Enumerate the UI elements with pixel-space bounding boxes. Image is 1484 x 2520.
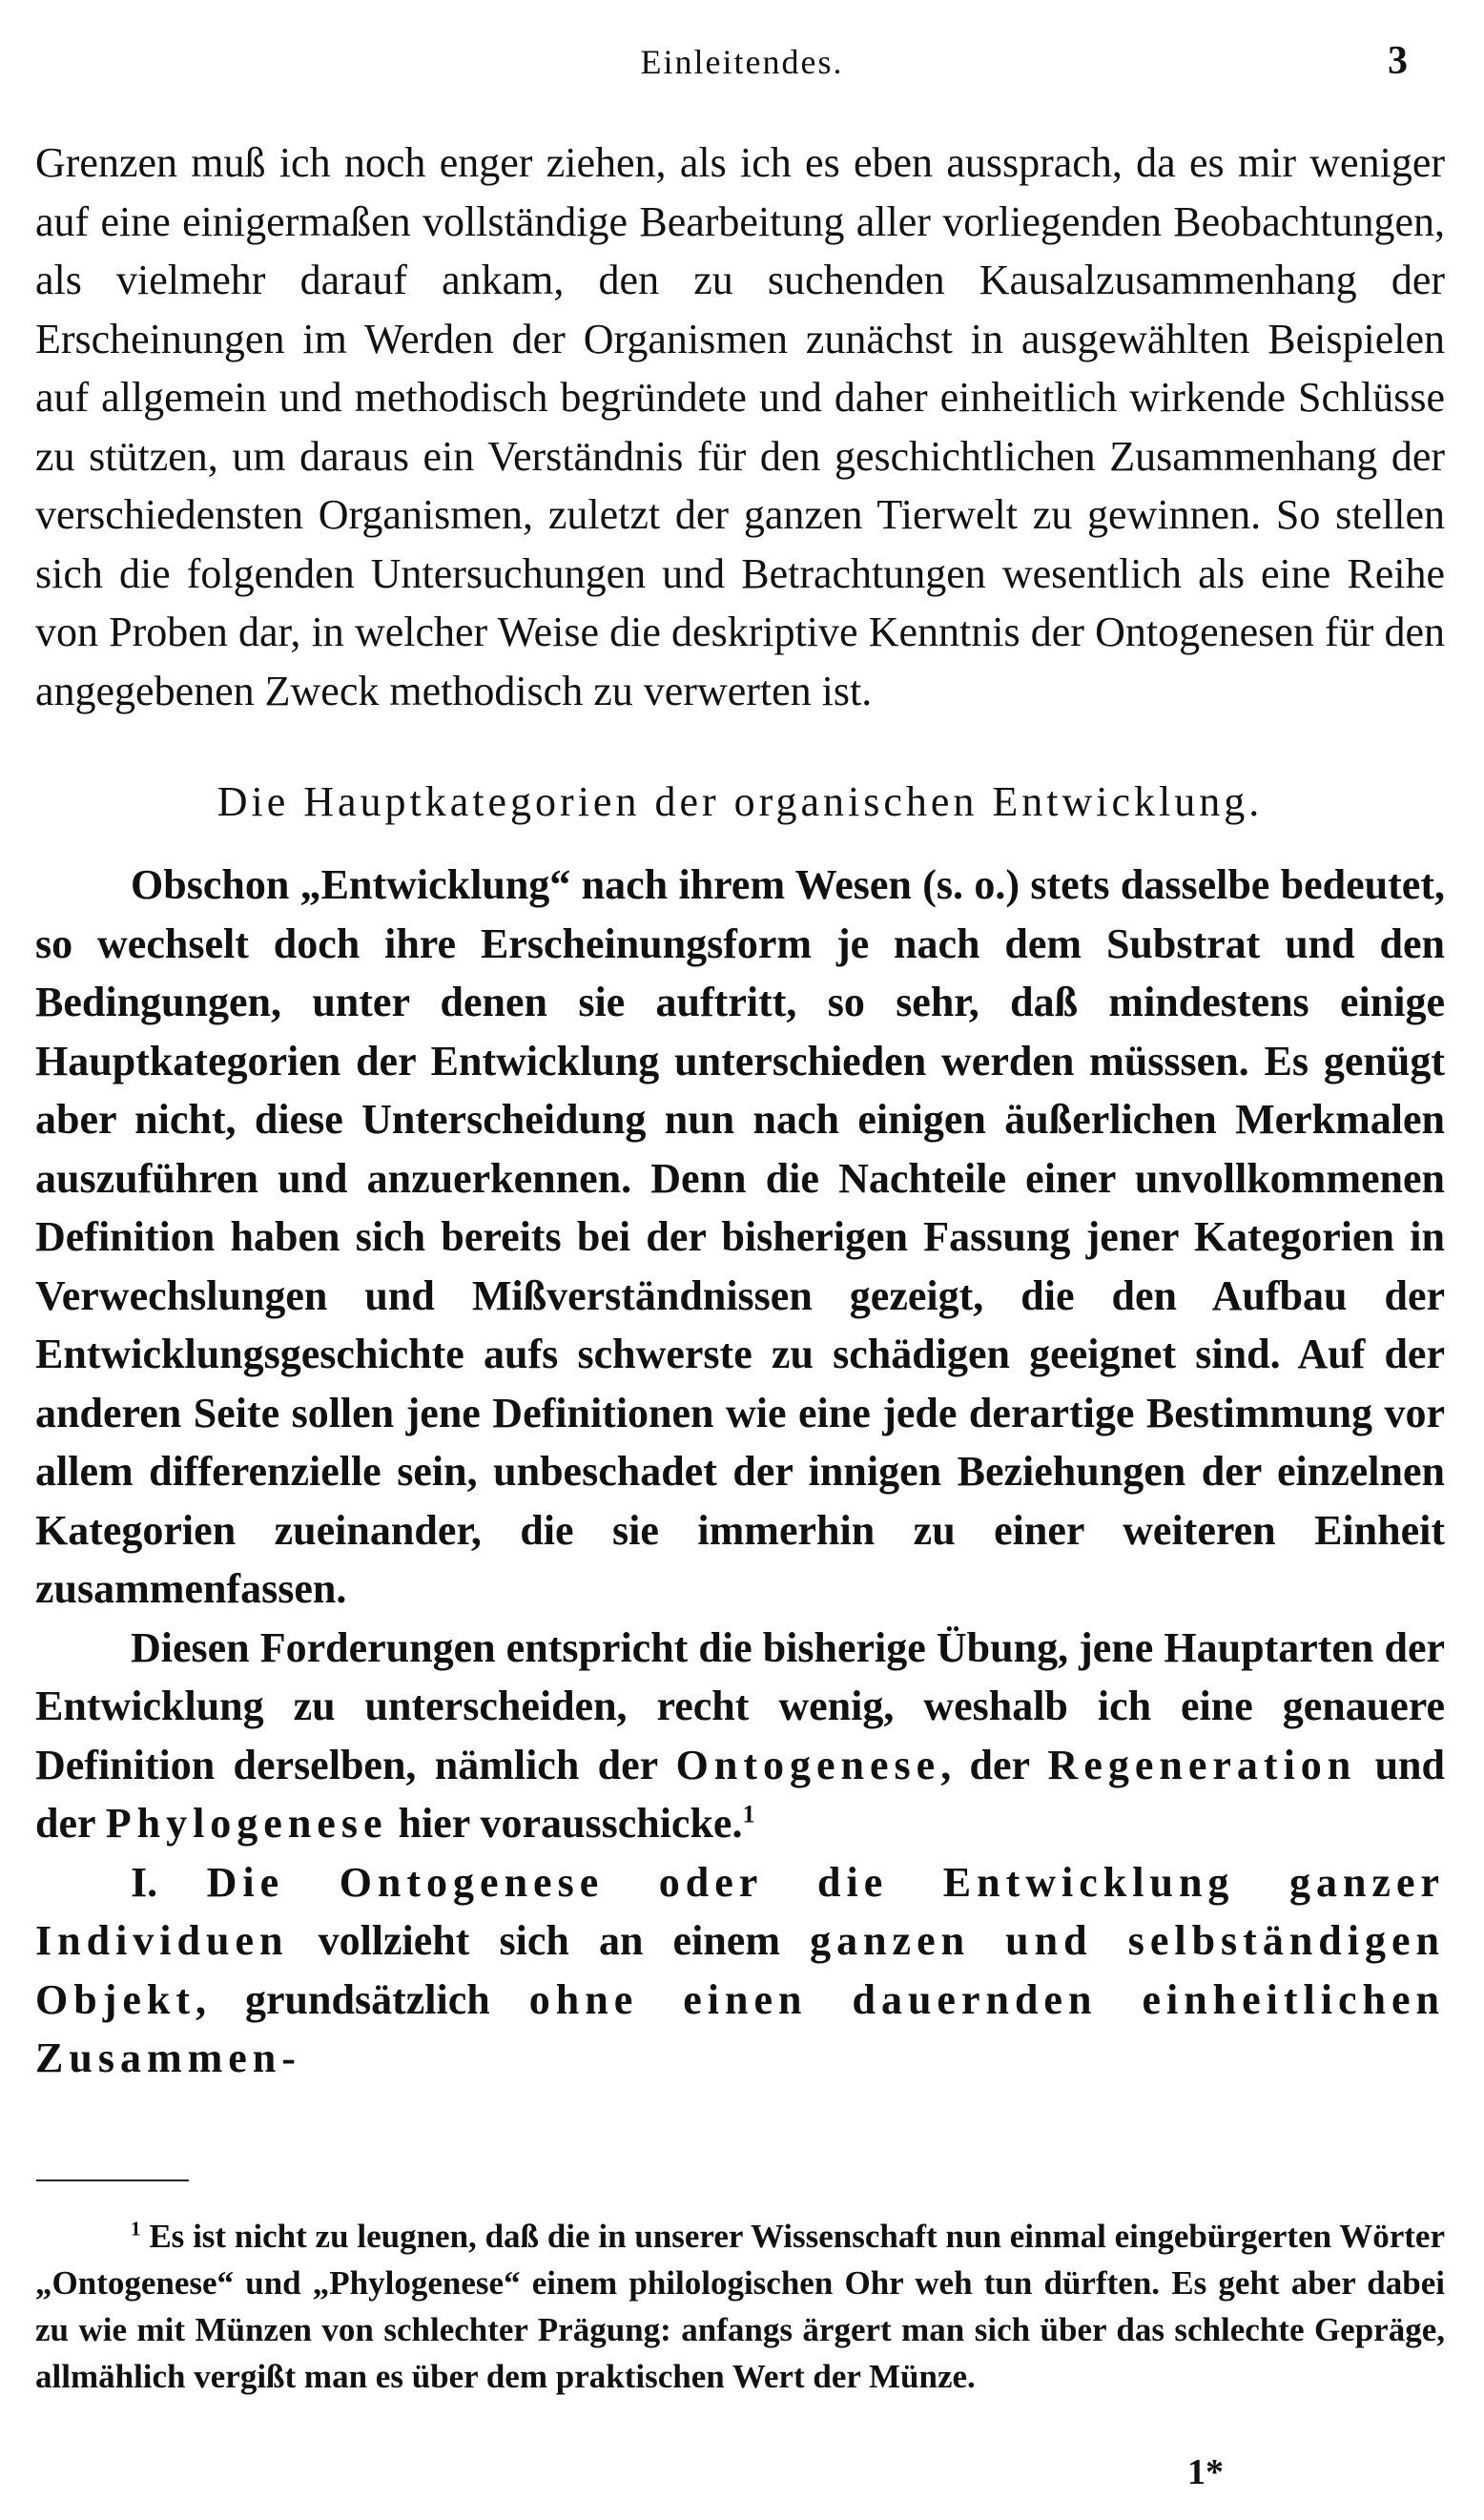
para2-text-2: , der — [940, 1741, 1048, 1788]
footnote-text: Es ist nicht zu leugnen, daß die in unserer Wissenschaft nun einmal eingebürgerten Wörter „Ontogenese“ und „Phylogenese“ einem philologischen Ohr weh tun dürften. Es geht aber dabei zu wie mit Münzen von schlechter Prägung: anfangs ärgert man sich über das schlechte Gepräge, allmählich vergißt man es über dem praktischen Wert der Münze. — [35, 2218, 1445, 2395]
section-paragraph-2 — [35, 1619, 1445, 1853]
term-ontogenese: Ontogenese — [675, 1741, 941, 1788]
para2-text-4: hier vorausschicke. — [387, 1800, 743, 1847]
para2-text-1: Diesen Forderungen entspricht die bisherige Übung, jene Hauptarten der Entwicklung zu unterscheiden, recht wenig, weshalb ich eine genauere Definition derselben, nämlich der — [35, 1623, 1445, 1788]
page-number: 3 — [1388, 39, 1408, 83]
term-regeneration: Regeneration — [1047, 1741, 1357, 1788]
para3-text-1: I. — [131, 1858, 207, 1906]
paragraph-continued: Grenzen muß ich noch enger ziehen, als ich es eben aussprach, da es mir weniger auf eine einigermaßen vollständige Bearbeitung aller vorliegenden Beobachtungen, als vielmehr darauf ankam, den zu suchenden Kausalzusammenhang der Erscheinungen im Werden der Organismen zunächst in ausgewählten Beispielen auf allgemein und methodisch begründete und daher einheitlich wirkende Schlüsse zu stützen, um daraus ein Verständnis für den geschichtlichen Zusammenhang der verschiedensten Organismen, zuletzt der ganzen Tierwelt zu gewinnen. So stellen sich die folgenden Untersuchungen und Betrachtungen wesentlich als eine Reihe von Proben dar, in welcher Weise die deskriptive Kenntnis der Ontogenesen für den angegebenen Zweck methodisch zu verwerten ist. — [35, 139, 1445, 714]
running-head: Einleitendes. — [640, 43, 844, 81]
section-paragraph-3 — [35, 1853, 1445, 2088]
footnotes — [35, 2213, 1445, 2400]
signature-mark: 1* — [1187, 2452, 1224, 2492]
term-ohne-zusammenhang: ohne einen dauernden einheitlichen Zusammen- — [35, 1975, 1446, 2081]
footnote-reference: 1 — [742, 1799, 755, 1828]
para2-text-3: und der — [35, 1741, 1445, 1847]
footnote-marker: 1 — [131, 2217, 141, 2241]
main-text — [35, 134, 1445, 2088]
term-phylogenese: Phylogenese — [105, 1800, 388, 1847]
section-heading: Die Hauptkategorien der organischen Entwicklung. — [216, 778, 1264, 825]
term-ganzes-objekt: ganzen und selbständigen Objekt — [35, 1917, 1445, 2023]
term-ontogenese-definition: Die Ontogenese oder die Entwicklung ganzer Individuen — [35, 1858, 1445, 1964]
section-paragraph-1: Obschon „Entwicklung“ nach ihrem Wesen (s. o.) stets dasselbe bedeutet, so wechselt doch ihre Erscheinungsform je nach dem Substrat und den Bedingungen, unter denen sie auftritt, so sehr, daß mindestens einige Hauptkategorien der Entwicklung unterschieden werden müsssen. Es genügt aber nicht, diese Unterscheidung nun nach einigen äußerlichen Merkmalen auszuführen und anzuerkennen. Denn die Nachteile einer unvollkommenen Definition haben sich bereits bei der bisherigen Fassung jener Kategorien in Verwechslungen und Mißverständnissen gezeigt, die den Aufbau der Entwicklungsgeschichte aufs schwerste zu schädigen geeignet sind. Auf der anderen Seite sollen jene Definitionen wie eine jede derartige Bestimmung vor allem differenzielle sein, unbeschadet der innigen Beziehungen der einzelnen Kategorien zueinander, die sie immerhin zu einer weiteren Einheit zusammenfassen. — [35, 861, 1445, 1612]
footnote — [35, 2213, 1445, 2400]
para3-text-3: , grundsätzlich — [196, 1975, 529, 2023]
para3-text-2: vollzieht sich an einem — [288, 1917, 811, 1964]
footnote-rule — [36, 2179, 189, 2181]
page-header — [0, 36, 1484, 93]
